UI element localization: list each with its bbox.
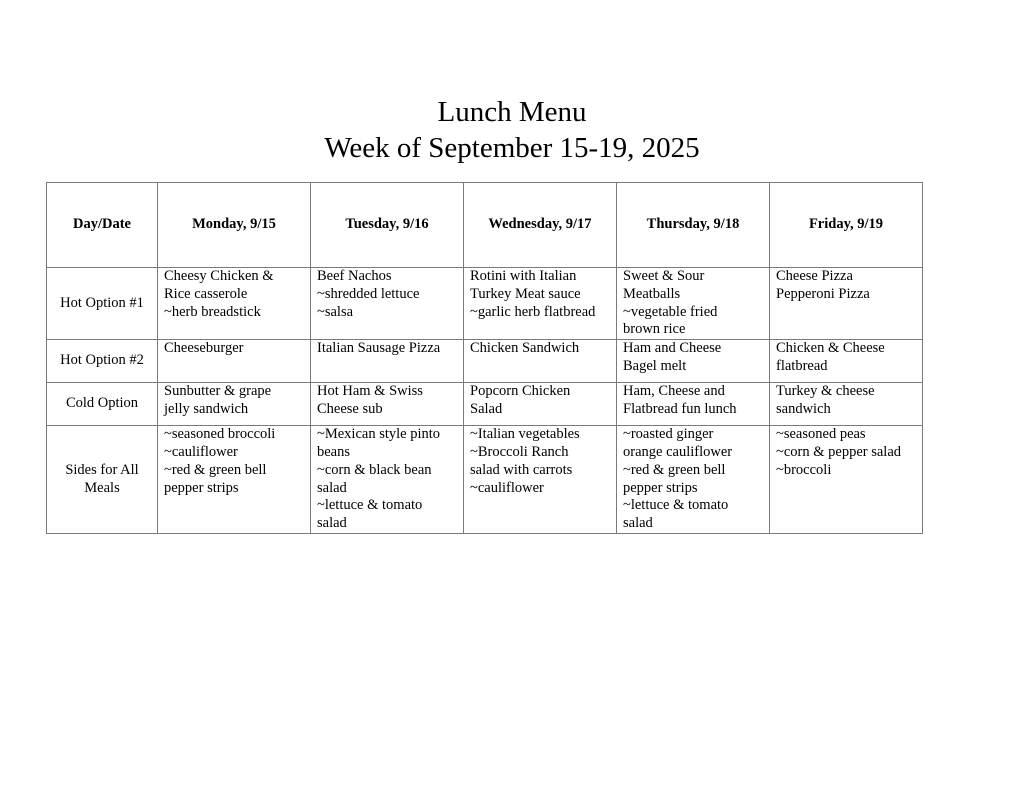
menu-item-line: ~shredded lettuce (317, 285, 420, 302)
menu-item-line: salad (623, 515, 653, 532)
menu-item-line: orange cauliflower (623, 443, 733, 460)
menu-item-line: Sunbutter & grape (164, 383, 272, 400)
cell-sides-friday (770, 426, 923, 534)
table-row-sides (47, 426, 923, 534)
row-label-hot-option-1: Hot Option #1 (47, 268, 158, 340)
cell-sides-monday (158, 426, 311, 534)
menu-item-line: Cheese sub (317, 400, 383, 417)
menu-item-line: ~lettuce & tomato (623, 497, 729, 514)
header-friday: Friday, 9/19 (770, 183, 923, 268)
menu-item-line: Turkey & cheese (776, 383, 875, 400)
header-wednesday: Wednesday, 9/17 (464, 183, 617, 268)
menu-item-line: Italian Sausage Pizza (317, 340, 441, 357)
menu-item-line: Meatballs (623, 285, 681, 302)
menu-item-line: salad with carrots (470, 461, 573, 478)
menu-item-line: pepper strips (623, 479, 698, 496)
cell-hot-option-2-thursday (617, 340, 770, 383)
cell-cold-option-wednesday (464, 383, 617, 426)
cell-cold-option-thursday (617, 383, 770, 426)
table-row-cold-option (47, 383, 923, 426)
cell-sides-tuesday (311, 426, 464, 534)
row-label-line: Meals (84, 479, 120, 496)
cell-cold-option-tuesday (311, 383, 464, 426)
menu-item-line: Cheese Pizza (776, 268, 853, 284)
menu-item-line: ~cauliflower (164, 443, 238, 460)
header-tuesday: Tuesday, 9/16 (311, 183, 464, 268)
menu-item-line: ~corn & pepper salad (776, 443, 902, 460)
cell-sides-thursday (617, 426, 770, 534)
row-label-line: Sides for All (65, 461, 139, 478)
menu-item-line: ~roasted ginger (623, 426, 714, 443)
menu-item-line: ~herb breadstick (164, 303, 261, 320)
menu-item-line: ~corn & black bean (317, 461, 432, 478)
menu-item-line: salad (317, 515, 347, 532)
row-label-cold-option: Cold Option (47, 383, 158, 426)
menu-body (47, 268, 923, 534)
cell-hot-option-2-tuesday (311, 340, 464, 383)
menu-item-line: ~Mexican style pinto (317, 426, 441, 443)
menu-item-line: Hot Ham & Swiss (317, 383, 423, 400)
menu-item-line: jelly sandwich (164, 400, 249, 417)
row-label-sides (47, 426, 158, 534)
cell-hot-option-1-thursday (617, 268, 770, 340)
menu-item-line: Pepperoni Pizza (776, 285, 870, 302)
menu-item-line: Rotini with Italian (470, 268, 577, 284)
menu-item-line: ~vegetable fried (623, 303, 718, 320)
page-subtitle: Week of September 15-19, 2025 (324, 132, 700, 164)
cell-cold-option-friday (770, 383, 923, 426)
menu-item-line: salad (317, 479, 347, 496)
cell-sides-wednesday (464, 426, 617, 534)
cell-hot-option-1-tuesday (311, 268, 464, 340)
menu-item-line: Popcorn Chicken (470, 383, 571, 400)
row-label-hot-option-2: Hot Option #2 (47, 340, 158, 383)
menu-item-line: ~broccoli (776, 461, 832, 478)
menu-item-line: ~seasoned broccoli (164, 426, 276, 443)
menu-item-line: sandwich (776, 400, 831, 417)
menu-item-line: ~Italian vegetables (470, 426, 580, 443)
menu-item-line: ~Broccoli Ranch (470, 443, 569, 460)
title-block (0, 94, 1024, 166)
table-row-hot-option-1 (47, 268, 923, 340)
menu-item-line: ~red & green bell (623, 461, 726, 478)
menu-item-line: Cheesy Chicken & (164, 268, 274, 284)
menu-item-line: Ham, Cheese and (623, 383, 725, 400)
cell-hot-option-1-wednesday (464, 268, 617, 340)
menu-item-line: pepper strips (164, 479, 239, 496)
menu-item-line: flatbread (776, 357, 828, 374)
menu-item-line: ~garlic herb flatbread (470, 303, 596, 320)
menu-item-line: Chicken & Cheese (776, 340, 885, 357)
cell-hot-option-2-friday (770, 340, 923, 383)
menu-item-line: brown rice (623, 321, 686, 338)
cell-hot-option-2-monday (158, 340, 311, 383)
header-day-date: Day/Date (47, 183, 158, 268)
lunch-menu-table (46, 182, 923, 534)
menu-item-line: Chicken Sandwich (470, 340, 580, 357)
menu-item-line: Turkey Meat sauce (470, 285, 581, 302)
menu-item-line: Sweet & Sour (623, 268, 705, 284)
menu-item-line: Flatbread fun lunch (623, 400, 737, 417)
menu-item-line: ~lettuce & tomato (317, 497, 423, 514)
cell-hot-option-2-wednesday (464, 340, 617, 383)
header-monday: Monday, 9/15 (158, 183, 311, 268)
header-row (47, 183, 923, 268)
menu-item-line: Salad (470, 400, 503, 417)
header-thursday: Thursday, 9/18 (617, 183, 770, 268)
table-row-hot-option-2 (47, 340, 923, 383)
menu-item-line: Rice casserole (164, 285, 248, 302)
menu-item-line: Bagel melt (623, 357, 687, 374)
menu-item-line: ~cauliflower (470, 479, 544, 496)
menu-item-line: Cheeseburger (164, 340, 244, 357)
cell-hot-option-1-monday (158, 268, 311, 340)
menu-item-line: Beef Nachos (317, 268, 392, 284)
menu-item-line: ~seasoned peas (776, 426, 866, 443)
menu-item-line: beans (317, 443, 351, 460)
menu-item-line: ~red & green bell (164, 461, 267, 478)
page-title: Lunch Menu (437, 96, 587, 128)
cell-hot-option-1-friday (770, 268, 923, 340)
menu-item-line: Ham and Cheese (623, 340, 722, 357)
cell-cold-option-monday (158, 383, 311, 426)
menu-item-line: ~salsa (317, 303, 354, 320)
